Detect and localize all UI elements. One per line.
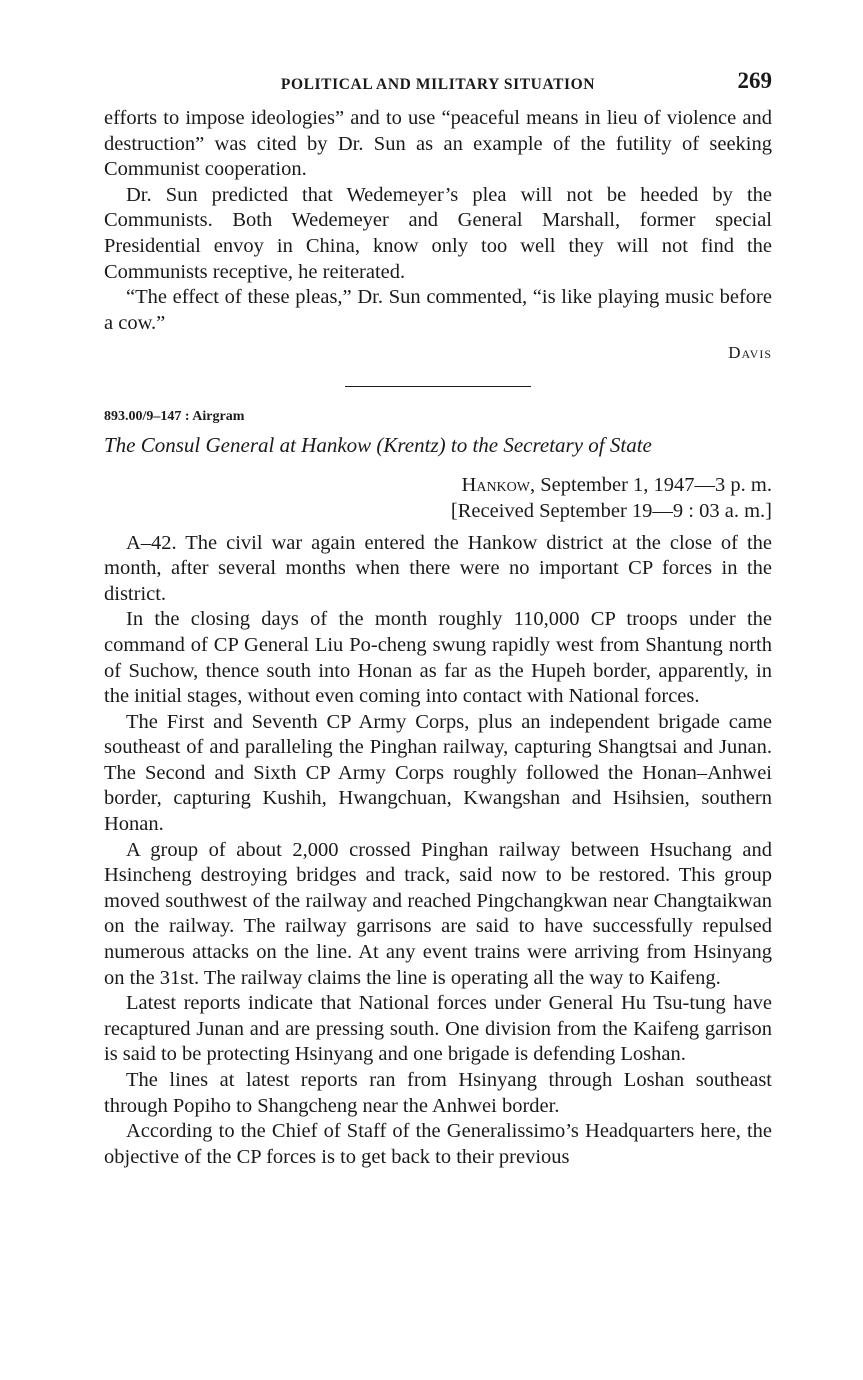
section-divider [345, 386, 531, 387]
document-title: The Consul General at Hankow (Krentz) to the Secretary of State [104, 433, 652, 458]
paragraph: The First and Seventh CP Army Corps, plus an independent brigade came southeast of and paralleling the Pinghan railway, capturing Shangtsai and Junan. The Second and Sixth CP Army Corps roughly followed the Honan–Anhwei border, capturing Kushih, Hwangchuan, Kwangshan and Hsihsien, southern Honan. [104, 710, 772, 836]
paragraph: “The effect of these pleas,” Dr. Sun commented, “is like playing music before a cow.” [104, 286, 772, 334]
paragraph: efforts to impose ideologies” and to use “peaceful means in lieu of violence and destruction” was cited by Dr. Sun as an example of the futility of seeking Communist cooperation. [104, 107, 772, 181]
paragraph: Latest reports indicate that National forces under General Hu Tsu-tung have recaptured Junan and are pressing south. One division from the Kaifeng garrison is said to be protecting Hsinyang and one brigade is defending Loshan. [104, 992, 772, 1066]
paragraph: In the closing days of the month roughly 110,000 CP troops under the command of CP General Liu Po-cheng swung rapidly west from Shantung north of Suchow, thence south into Honan as far as the Hupeh border, apparently, in the initial stages, without even coming into contact with National forces. [104, 608, 772, 708]
running-head: POLITICAL AND MILITARY SITUATION [280, 76, 596, 93]
paragraph: The lines at latest reports ran from Hsinyang through Loshan southeast through Popiho to Shangcheng near the Anhwei border. [104, 1069, 772, 1117]
paragraph: Dr. Sun predicted that Wedemeyer’s plea will not be heeded by the Communists. Both Wedemeyer and General Marshall, former special Presidential envoy in China, know only too well they will not find the Communists receptive, he reiterated. [104, 183, 772, 283]
received-line: [Received September 19—9 : 03 a. m.] [450, 499, 772, 522]
paragraph: A group of about 2,000 crossed Pinghan railway between Hsuchang and Hsincheng destroying bridges and track, said now to be restored. This group moved southwest of the railway and reached Pingchangkwan near Changtaikwan on the railway. The railway garrisons are said to have successfully repulsed numerous attacks on the line. At any event trains were arriving from Hsinyang on the 31st. The railway claims the line is operating all the way to Kaifeng. [104, 838, 772, 989]
file-reference: 893.00/9–147 : Airgram [104, 409, 245, 425]
page [104, 66, 772, 1170]
page-header [104, 66, 772, 98]
dateline-date: , September 1, 1947—3 p. m. [530, 474, 772, 497]
dateline-city: Hankow [461, 474, 530, 497]
page-number: 269 [737, 68, 772, 93]
signature: Davis [728, 343, 772, 363]
dateline [104, 473, 772, 499]
paragraph: A–42. The civil war again entered the Hankow district at the close of the month, after several months when there were no important CP forces in the district. [104, 531, 772, 605]
document [104, 407, 772, 1170]
paragraph: According to the Chief of Staff of the Generalissimo’s Headquarters here, the objective of the CP forces is to get back to their previous [104, 1120, 772, 1168]
previous-document-end [104, 106, 772, 364]
